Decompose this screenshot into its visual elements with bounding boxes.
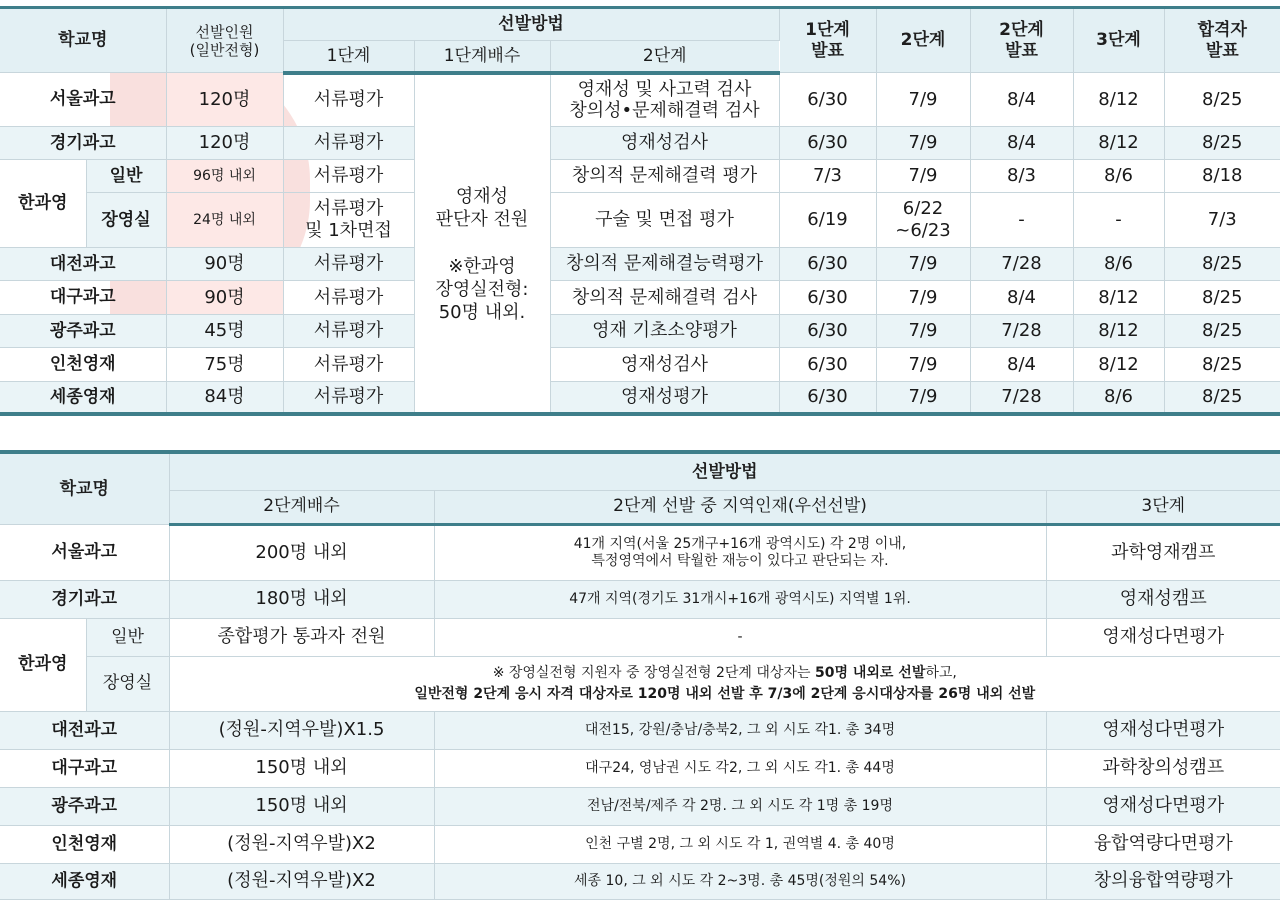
stage3: 융합역량다면평가	[1046, 825, 1280, 863]
header-school: 학교명	[0, 8, 166, 73]
school-name: 대구과고	[0, 749, 169, 787]
final-date: 8/25	[1164, 348, 1280, 382]
final-date: 7/3	[1164, 193, 1280, 248]
stage3-date: 8/6	[1073, 382, 1164, 414]
school-name: 대전과고	[0, 711, 169, 749]
header-announce2: 2단계 발표	[970, 8, 1073, 73]
announce2: 8/4	[970, 348, 1073, 382]
header-stage3: 3단계	[1046, 490, 1280, 524]
stage2-multiplier: 180명 내외	[169, 580, 434, 618]
header-stage2: 2단계	[876, 8, 970, 73]
stage2-multiplier: (정원-지역우발)X2	[169, 863, 434, 899]
stage2-date: 7/9	[876, 248, 970, 281]
stage3-date: 8/6	[1073, 160, 1164, 193]
stage3-date: 8/12	[1073, 281, 1164, 315]
stage2-multiplier: 종합평가 통과자 전원	[169, 618, 434, 656]
stage2-method: 창의적 문제해결능력평가	[550, 248, 779, 281]
announce2: 8/4	[970, 281, 1073, 315]
regional-priority: 대전15, 강원/충남/충북2, 그 외 시도 각1. 총 34명	[434, 711, 1046, 749]
announce1: 6/30	[779, 315, 876, 348]
table-row	[0, 825, 1280, 863]
school-name: 인천영재	[0, 825, 169, 863]
quota: 90명	[166, 281, 283, 315]
stage2-method: 영재성 및 사고력 검사 창의성•문제해결력 검사	[550, 73, 779, 127]
stage2-multiplier: 200명 내외	[169, 524, 434, 580]
quota: 120명	[166, 127, 283, 160]
stage1: 서류평가	[283, 160, 414, 193]
table-row	[0, 863, 1280, 899]
stage1-multiplier: 영재성 판단자 전원 ※한과영 장영실전형: 50명 내외.	[414, 73, 550, 414]
quota: 96명 내외	[166, 160, 283, 193]
stage2-method: 영재 기초소양평가	[550, 315, 779, 348]
announce1: 6/30	[779, 73, 876, 127]
final-date: 8/25	[1164, 315, 1280, 348]
track-name: 장영실	[86, 193, 166, 248]
table-row	[0, 382, 1280, 414]
table-row	[0, 656, 1280, 711]
stage3-date: 8/12	[1073, 127, 1164, 160]
stage3: 영재성다면평가	[1046, 787, 1280, 825]
announce2: 7/28	[970, 382, 1073, 414]
header-method-stage1: 1단계	[283, 41, 414, 73]
jangyoungsil-note	[169, 656, 1280, 711]
header-mult2: 2단계배수	[169, 490, 434, 524]
stage3-date: -	[1073, 193, 1164, 248]
stage3: 과학창의성캠프	[1046, 749, 1280, 787]
announce1: 6/19	[779, 193, 876, 248]
regional-priority: 47개 지역(경기도 31개시+16개 광역시도) 지역별 1위.	[434, 580, 1046, 618]
stage3-date: 8/6	[1073, 248, 1164, 281]
announce1: 6/30	[779, 127, 876, 160]
announce2: 7/28	[970, 315, 1073, 348]
header-method: 선발방법	[283, 8, 779, 41]
quota: 84명	[166, 382, 283, 414]
announce2: 8/4	[970, 73, 1073, 127]
stage2-method: 창의적 문제해결력 검사	[550, 281, 779, 315]
quota: 75명	[166, 348, 283, 382]
school-name: 광주과고	[0, 787, 169, 825]
school-name: 서울과고	[0, 524, 169, 580]
announce1: 6/30	[779, 382, 876, 414]
announce2: -	[970, 193, 1073, 248]
quota: 45명	[166, 315, 283, 348]
header-school: 학교명	[0, 452, 169, 524]
table-row	[0, 348, 1280, 382]
note-line1c: 하고,	[925, 664, 957, 681]
school-name: 세종영재	[0, 382, 166, 414]
stage1: 서류평가	[283, 73, 414, 127]
final-date: 8/25	[1164, 281, 1280, 315]
final-date: 8/18	[1164, 160, 1280, 193]
selection-detail-table	[0, 450, 1280, 900]
track-name: 장영실	[86, 656, 169, 711]
stage3-date: 8/12	[1073, 348, 1164, 382]
stage2-multiplier: 150명 내외	[169, 787, 434, 825]
table-row	[0, 248, 1280, 281]
stage2-date: 7/9	[876, 160, 970, 193]
stage1: 서류평가	[283, 348, 414, 382]
stage2-date: 7/9	[876, 127, 970, 160]
school-name: 대구과고	[0, 281, 166, 315]
header-method-mult: 1단계배수	[414, 41, 550, 73]
note-line1b: 50명 내외로 선발	[814, 664, 926, 681]
school-name: 경기과고	[0, 580, 169, 618]
announce2: 7/28	[970, 248, 1073, 281]
note-line2: 일반전형 2단계 응시 자격 대상자로 120명 내외 선발 후 7/3에 2단계 응시대상자를 26명 내외 선발	[414, 685, 1036, 702]
announce1: 6/30	[779, 248, 876, 281]
school-name: 한과영	[0, 160, 86, 248]
stage3: 과학영재캠프	[1046, 524, 1280, 580]
stage1: 서류평가	[283, 248, 414, 281]
table-row	[0, 193, 1280, 248]
table-row	[0, 73, 1280, 127]
announce1: 6/30	[779, 348, 876, 382]
stage2-date: 6/22 ~6/23	[876, 193, 970, 248]
stage2-date: 7/9	[876, 348, 970, 382]
track-name: 일반	[86, 160, 166, 193]
regional-priority: 세종 10, 그 외 시도 각 2~3명. 총 45명(정원의 54%)	[434, 863, 1046, 899]
quota: 120명	[166, 73, 283, 127]
header-method: 선발방법	[169, 452, 1280, 490]
stage3-date: 8/12	[1073, 73, 1164, 127]
stage2-date: 7/9	[876, 281, 970, 315]
stage2-multiplier: (정원-지역우발)X1.5	[169, 711, 434, 749]
school-name: 대전과고	[0, 248, 166, 281]
stage2-method: 구술 및 면접 평가	[550, 193, 779, 248]
regional-priority: 41개 지역(서울 25개구+16개 광역시도) 각 2명 이내, 특정영역에서 탁월한 재능이 있다고 판단되는 자.	[434, 524, 1046, 580]
table-row	[0, 711, 1280, 749]
header-regional: 2단계 선발 중 지역인재(우선선발)	[434, 490, 1046, 524]
school-name: 서울과고	[0, 73, 166, 127]
regional-priority: 대구24, 영남권 시도 각2, 그 외 시도 각1. 총 44명	[434, 749, 1046, 787]
table-row	[0, 315, 1280, 348]
stage1: 서류평가	[283, 382, 414, 414]
stage2-multiplier: 150명 내외	[169, 749, 434, 787]
regional-priority: -	[434, 618, 1046, 656]
header-final: 합격자 발표	[1164, 8, 1280, 73]
header-stage3: 3단계	[1073, 8, 1164, 73]
regional-priority: 전남/전북/제주 각 2명. 그 외 시도 각 1명 총 19명	[434, 787, 1046, 825]
header-method-stage2: 2단계	[550, 41, 779, 73]
stage1: 서류평가 및 1차면접	[283, 193, 414, 248]
header-quota: 선발인원 (일반전형)	[166, 8, 283, 73]
stage2-method: 영재성검사	[550, 127, 779, 160]
note-line1a: ※ 장영실전형 지원자 중 장영실전형 2단계 대상자는	[492, 664, 815, 681]
announce2: 8/3	[970, 160, 1073, 193]
stage2-date: 7/9	[876, 73, 970, 127]
final-date: 8/25	[1164, 127, 1280, 160]
stage3-date: 8/12	[1073, 315, 1164, 348]
table-row	[0, 580, 1280, 618]
stage1: 서류평가	[283, 281, 414, 315]
announce1: 7/3	[779, 160, 876, 193]
stage2-method: 창의적 문제해결력 평가	[550, 160, 779, 193]
stage2-method: 영재성검사	[550, 348, 779, 382]
school-name: 한과영	[0, 618, 86, 711]
stage3: 영재성다면평가	[1046, 711, 1280, 749]
school-name: 세종영재	[0, 863, 169, 899]
stage3: 영재성캠프	[1046, 580, 1280, 618]
stage2-date: 7/9	[876, 382, 970, 414]
track-name: 일반	[86, 618, 169, 656]
stage2-method: 영재성평가	[550, 382, 779, 414]
table-row	[0, 160, 1280, 193]
final-date: 8/25	[1164, 73, 1280, 127]
table-row	[0, 749, 1280, 787]
stage2-date: 7/9	[876, 315, 970, 348]
header-announce1: 1단계 발표	[779, 8, 876, 73]
quota: 90명	[166, 248, 283, 281]
school-name: 경기과고	[0, 127, 166, 160]
table-row	[0, 281, 1280, 315]
school-name: 인천영재	[0, 348, 166, 382]
stage3: 영재성다면평가	[1046, 618, 1280, 656]
regional-priority: 인천 구별 2명, 그 외 시도 각 1, 권역별 4. 총 40명	[434, 825, 1046, 863]
schedule-table	[0, 6, 1280, 416]
table-row	[0, 127, 1280, 160]
final-date: 8/25	[1164, 248, 1280, 281]
final-date: 8/25	[1164, 382, 1280, 414]
school-name: 광주과고	[0, 315, 166, 348]
table-row	[0, 618, 1280, 656]
announce2: 8/4	[970, 127, 1073, 160]
stage1: 서류평가	[283, 315, 414, 348]
stage2-multiplier: (정원-지역우발)X2	[169, 825, 434, 863]
stage1: 서류평가	[283, 127, 414, 160]
quota: 24명 내외	[166, 193, 283, 248]
table-row	[0, 787, 1280, 825]
announce1: 6/30	[779, 281, 876, 315]
stage3: 창의융합역량평가	[1046, 863, 1280, 899]
table-row	[0, 524, 1280, 580]
